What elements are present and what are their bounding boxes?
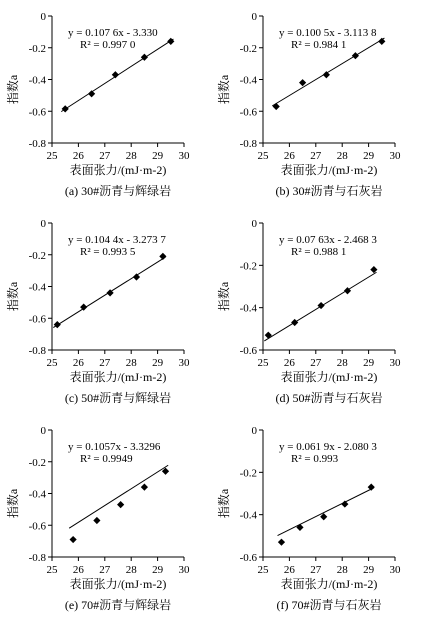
regression-equation: y = 0.1057x - 3.3296 [68,441,161,453]
data-point [88,90,95,97]
r-squared-label: R² = 0.9949 [80,453,133,465]
data-point [141,484,148,491]
y-tick-label: -0.4 [239,74,257,87]
data-point [112,71,119,78]
x-tick-label: 30 [178,150,190,162]
regression-equation: y = 0.100 5x - 3.113 8 [279,27,377,39]
panel-caption: (a) 30#沥青与辉绿岩 [64,184,172,198]
y-axis-label: 指数a [6,488,20,519]
panel-caption: (c) 50#沥青与辉绿岩 [64,391,172,405]
y-tick-label: -0.6 [239,106,257,119]
x-tick-label: 27 [99,357,111,369]
y-tick-label: 0 [40,11,46,23]
panel-caption: (e) 70#沥青与辉绿岩 [64,598,172,612]
x-tick-label: 26 [283,564,295,576]
r-squared-label: R² = 0.984 1 [291,39,347,51]
x-tick-label: 27 [99,564,111,576]
trend-line [69,465,168,528]
x-tick-label: 27 [310,564,322,576]
x-tick-label: 29 [152,357,164,369]
x-tick-label: 30 [389,150,401,162]
x-tick-label: 29 [152,564,164,576]
y-tick-label: -0.8 [28,552,46,564]
chart-panel-b [216,11,401,198]
x-axis-label: 表面张力/(mJ·m-2) [69,577,167,591]
y-tick-label: -0.2 [239,42,257,55]
x-tick-label: 26 [72,564,84,576]
x-tick-label: 26 [283,357,295,369]
y-tick-label: -0.2 [239,260,257,273]
y-tick-label: -0.6 [28,520,46,533]
regression-equation: y = 0.07 63x - 2.468 3 [279,234,377,246]
data-point [278,539,285,546]
y-tick-label: -0.8 [28,345,46,357]
data-point [378,38,385,45]
y-tick-label: -0.2 [239,467,257,480]
x-tick-label: 25 [257,357,269,369]
y-tick-label: -0.2 [28,249,46,262]
y-axis-label: 指数a [6,281,20,312]
x-tick-label: 25 [46,150,58,162]
data-point [299,79,306,86]
y-tick-label: -0.6 [239,552,257,564]
data-point [273,103,280,110]
y-tick-label: -0.6 [28,106,46,119]
y-tick-label: 0 [251,218,257,230]
chart-panel-f [216,425,401,612]
x-axis-label: 表面张力/(mJ·m-2) [280,163,378,177]
x-tick-label: 26 [72,357,84,369]
data-point [296,524,303,531]
trend-line [278,488,374,536]
x-tick-label: 27 [310,150,322,162]
y-axis-label: 指数a [217,281,231,312]
x-tick-label: 30 [178,564,190,576]
y-tick-label: 0 [251,425,257,437]
data-point [352,52,359,59]
x-tick-label: 28 [125,357,137,369]
x-tick-label: 26 [72,150,84,162]
x-tick-label: 25 [257,564,269,576]
panel-caption: (d) 50#沥青与石灰岩 [275,391,383,405]
x-tick-label: 26 [283,150,295,162]
y-tick-label: 0 [251,11,257,23]
x-axis-label: 表面张力/(mJ·m-2) [69,163,167,177]
y-tick-label: -0.4 [239,509,257,522]
regression-equation: y = 0.061 9x - 2.080 3 [279,441,377,453]
data-point [159,253,166,260]
x-tick-label: 30 [389,357,401,369]
x-tick-label: 29 [363,357,375,369]
chart-panel-a [5,11,190,198]
x-tick-label: 25 [257,150,269,162]
x-tick-label: 30 [389,564,401,576]
y-tick-label: -0.4 [28,488,46,501]
r-squared-label: R² = 0.993 [291,453,339,465]
x-tick-label: 29 [363,150,375,162]
y-axis-label: 指数a [217,488,231,519]
data-point [62,105,69,112]
data-point [70,536,77,543]
x-tick-label: 29 [152,150,164,162]
y-tick-label: -0.6 [28,313,46,326]
x-tick-label: 27 [99,150,111,162]
y-tick-label: 0 [40,425,46,437]
data-point [291,319,298,326]
x-tick-label: 28 [336,564,348,576]
data-point [133,273,140,280]
y-axis-label: 指数a [217,74,231,105]
regression-equation: y = 0.104 4x - 3.273 7 [68,234,166,246]
r-squared-label: R² = 0.988 1 [291,246,347,258]
r-squared-label: R² = 0.993 5 [80,246,136,258]
regression-equation: y = 0.107 6x - 3.330 [68,27,158,39]
data-point [117,501,124,508]
x-tick-label: 28 [336,150,348,162]
panel-caption: (b) 30#沥青与石灰岩 [275,184,383,198]
y-axis-label: 指数a [6,74,20,105]
data-point [93,517,100,524]
y-tick-label: -0.4 [239,302,257,315]
x-tick-label: 28 [125,564,137,576]
y-tick-label: -0.4 [28,281,46,294]
y-tick-label: -0.8 [28,138,46,150]
y-tick-label: -0.2 [28,42,46,55]
y-tick-label: -0.6 [239,345,257,357]
r-squared-label: R² = 0.997 0 [80,39,136,51]
x-axis-label: 表面张力/(mJ·m-2) [280,577,378,591]
x-axis-label: 表面张力/(mJ·m-2) [280,370,378,384]
data-point [341,500,348,507]
data-point [368,484,375,491]
chart-panel-d [216,218,401,405]
x-tick-label: 28 [336,357,348,369]
y-tick-label: -0.2 [28,456,46,469]
x-tick-label: 28 [125,150,137,162]
y-tick-label: 0 [40,218,46,230]
y-tick-label: -0.8 [239,138,257,150]
x-tick-label: 25 [46,564,58,576]
data-point [265,332,272,339]
panel-caption: (f) 70#沥青与石灰岩 [276,598,382,612]
chart-panel-c [5,218,190,405]
chart-panel-e [5,425,190,612]
x-tick-label: 30 [178,357,190,369]
x-axis-label: 表面张力/(mJ·m-2) [69,370,167,384]
x-tick-label: 29 [363,564,375,576]
x-tick-label: 25 [46,357,58,369]
x-tick-label: 27 [310,357,322,369]
y-tick-label: -0.4 [28,74,46,87]
